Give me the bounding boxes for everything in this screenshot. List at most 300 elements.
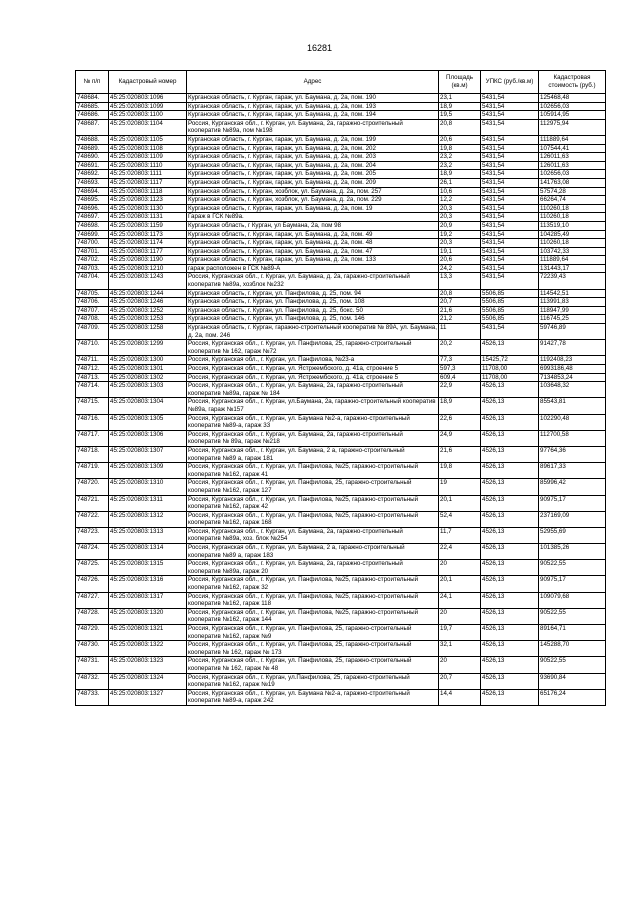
- cadastral-number: 45:25:020803:1100: [109, 111, 187, 120]
- cadastral-value: 6993186,48: [539, 365, 606, 374]
- row-index: 748684.: [76, 94, 109, 103]
- cadastral-value: 59746,89: [539, 324, 606, 340]
- address: Курганская область, г. Курган, хозблок, ул. Баумана, д. 2а, пом. 257: [187, 187, 439, 196]
- cadastral-number: 45:25:020803:1317: [109, 592, 187, 608]
- cadastral-value: 85996,42: [539, 479, 606, 495]
- upks: 5506,85: [481, 306, 539, 315]
- cadastral-number: 45:25:020803:1305: [109, 414, 187, 430]
- address: Россия, Курганская обл., г. Курган, ул. Панфилова, 25, гаражно-строительный кооператив №162, гараж 127: [187, 479, 439, 495]
- upks: 5431,54: [481, 247, 539, 256]
- cadastral-value: 113519,10: [539, 221, 606, 230]
- table-row: [76, 170, 606, 179]
- upks: 5431,54: [481, 264, 539, 273]
- upks: 4526,13: [481, 576, 539, 592]
- row-index: 748694.: [76, 187, 109, 196]
- table-row: [76, 560, 606, 576]
- cadastral-number: 45:25:020803:1210: [109, 264, 187, 273]
- cadastral-value: 90522,55: [539, 657, 606, 673]
- address: Россия, Курганская обл., г. Курган, ул. Ястржембского, д. 41а, строение 5: [187, 373, 439, 382]
- row-index: 748732.: [76, 673, 109, 689]
- cadastral-number: 45:25:020803:1131: [109, 213, 187, 222]
- upks: 4526,13: [481, 608, 539, 624]
- address: Россия, Курганская обл., г. Курган, ул. Баумана, 2 а, гаражно-строительный кооператив №89 а, гараж 181: [187, 446, 439, 462]
- area: 21,6: [439, 306, 481, 315]
- header-upks: УПКС (руб./кв.м): [481, 71, 539, 94]
- upks: 4526,13: [481, 446, 539, 462]
- cadastral-number: 45:25:020803:1304: [109, 398, 187, 414]
- cadastral-number: 45:25:020803:1307: [109, 446, 187, 462]
- table-row: [76, 111, 606, 120]
- row-index: 748727.: [76, 592, 109, 608]
- table-row: [76, 689, 606, 705]
- row-index: 748722.: [76, 511, 109, 527]
- area: 20,3: [439, 204, 481, 213]
- cadastral-value: 52955,69: [539, 527, 606, 543]
- table-row: [76, 340, 606, 356]
- cadastral-value: 90975,17: [539, 576, 606, 592]
- area: 19: [439, 479, 481, 495]
- address: Россия, Курганская обл., г. Курган, ул. Панфилова, 25, гаражно-строительный кооператив № 162, гараж №72: [187, 340, 439, 356]
- upks: 5431,54: [481, 273, 539, 289]
- row-index: 748728.: [76, 608, 109, 624]
- cadastral-number: 45:25:020803:1118: [109, 187, 187, 196]
- cadastral-number: 45:25:020803:1323: [109, 657, 187, 673]
- area: 24,9: [439, 430, 481, 446]
- cadastral-number: 45:25:020803:1190: [109, 256, 187, 265]
- upks: 5431,54: [481, 111, 539, 120]
- cadastral-number: 45:25:020803:1253: [109, 315, 187, 324]
- cadastral-number: 45:25:020803:1314: [109, 544, 187, 560]
- cadastral-value: 57574,28: [539, 187, 606, 196]
- area: 19,5: [439, 111, 481, 120]
- area: 22,6: [439, 414, 481, 430]
- cadastral-value: 112700,58: [539, 430, 606, 446]
- area: 19,2: [439, 230, 481, 239]
- upks: 5431,54: [481, 204, 539, 213]
- cadastral-value: 1192408,23: [539, 356, 606, 365]
- area: 11,7: [439, 527, 481, 543]
- cadastral-number: 45:25:020803:1306: [109, 430, 187, 446]
- row-index: 748697.: [76, 213, 109, 222]
- address: Курганская область, г. Курган, гараж, ул. Баумана, д. 2а, пом. 209: [187, 178, 439, 187]
- area: 20: [439, 657, 481, 673]
- upks: 5431,54: [481, 239, 539, 248]
- area: 23,2: [439, 153, 481, 162]
- cadastral-value: 110260,18: [539, 239, 606, 248]
- cadastral-number: 45:25:020803:1104: [109, 119, 187, 135]
- upks: 4526,13: [481, 511, 539, 527]
- table-row: [76, 153, 606, 162]
- table-row: [76, 221, 606, 230]
- cadastral-number: 45:25:020803:1159: [109, 221, 187, 230]
- area: 20,1: [439, 495, 481, 511]
- upks: 4526,13: [481, 463, 539, 479]
- area: 20: [439, 608, 481, 624]
- address: Россия, Курганская обл., г. Курган, ул. Баумана, 2 а, гаражно-строительный кооператив №89 а, гараж 183: [187, 544, 439, 560]
- row-index: 748716.: [76, 414, 109, 430]
- table-row: [76, 430, 606, 446]
- area: 20,7: [439, 298, 481, 307]
- address: Курганская область, г. Курган, гараж, ул. Баумана, д. 2а, пом. 190: [187, 94, 439, 103]
- cadastral-number: 45:25:020803:1111: [109, 170, 187, 179]
- upks: 4526,13: [481, 689, 539, 705]
- cadastral-number: 45:25:020803:1299: [109, 340, 187, 356]
- header-cadastral-number: Кадастровый номер: [109, 71, 187, 94]
- area: 18,9: [439, 102, 481, 111]
- cadastral-value: 90522,55: [539, 560, 606, 576]
- address: Россия, Курганская обл., г. Курган, ул. Панфилова, 25, гаражно-строительный кооператив № 162, гараж № 48: [187, 657, 439, 673]
- upks: 11708,00: [481, 365, 539, 374]
- area: 20,8: [439, 119, 481, 135]
- header-index: № п/п: [76, 71, 109, 94]
- cadastral-number: 45:25:020803:1316: [109, 576, 187, 592]
- table-row: [76, 625, 606, 641]
- row-index: 748731.: [76, 657, 109, 673]
- cadastral-number: 45:25:020803:1324: [109, 673, 187, 689]
- upks: 4526,13: [481, 625, 539, 641]
- area: 12,2: [439, 196, 481, 205]
- cadastral-value: 103742,33: [539, 247, 606, 256]
- row-index: 748699.: [76, 230, 109, 239]
- address: Курганская область, г. Курган, ул. Панфилова, д. 25, бокс. 50: [187, 306, 439, 315]
- row-index: 748708.: [76, 315, 109, 324]
- cadastral-number: 45:25:020803:1312: [109, 511, 187, 527]
- table-row: [76, 463, 606, 479]
- area: 18,9: [439, 170, 481, 179]
- row-index: 748715.: [76, 398, 109, 414]
- area: 21,6: [439, 446, 481, 462]
- cadastral-number: 45:25:020803:1096: [109, 94, 187, 103]
- address: Курганская область, г. Курган, гараж, ул. Баумана, д. 2а, пом. 19: [187, 204, 439, 213]
- area: 26,1: [439, 178, 481, 187]
- address: Курганская область, г. Курган, гараж, ул. Баумана, д. 2а, пом. 193: [187, 102, 439, 111]
- cadastral-number: 45:25:020803:1109: [109, 153, 187, 162]
- upks: 5506,85: [481, 298, 539, 307]
- cadastral-value: 107544,41: [539, 144, 606, 153]
- upks: 4526,13: [481, 544, 539, 560]
- cadastral-number: 45:25:020803:1246: [109, 298, 187, 307]
- table-row: [76, 306, 606, 315]
- cadastral-number: 45:25:020803:1303: [109, 382, 187, 398]
- row-index: 748685.: [76, 102, 109, 111]
- row-index: 748733.: [76, 689, 109, 705]
- cadastral-value: 110260,18: [539, 204, 606, 213]
- cadastral-table: [75, 70, 606, 706]
- cadastral-value: 114542,51: [539, 289, 606, 298]
- cadastral-number: 45:25:020803:1105: [109, 135, 187, 144]
- cadastral-value: 90522,55: [539, 608, 606, 624]
- cadastral-number: 45:25:020803:1310: [109, 479, 187, 495]
- address: Россия, Курганская обл., г. Курган, ул. Панфилова, №25, гаражно-строительный кооператив №162, гараж 41: [187, 463, 439, 479]
- row-index: 748724.: [76, 544, 109, 560]
- cadastral-value: 113991,83: [539, 298, 606, 307]
- table-row: [76, 511, 606, 527]
- area: 19,8: [439, 144, 481, 153]
- address: Курганская область, г. Курган, гараж, ул. Баумана, д. 2а, пом. 203: [187, 153, 439, 162]
- address: Россия, Курганская обл., г. Курган, ул. Панфилова, №23-а: [187, 356, 439, 365]
- cadastral-value: 141763,08: [539, 178, 606, 187]
- address: Россия, Курганская обл., г. Курган, ул. Панфилова, 25, гаражно-строительный кооператив №162, гараж №9: [187, 625, 439, 641]
- row-index: 748721.: [76, 495, 109, 511]
- upks: 5431,54: [481, 135, 539, 144]
- address: Курганская область, г. Курган, гаражно-строительный кооператив № 89А, ул. Баумана, д. 2а, пом. 246: [188, 324, 437, 339]
- area: 20,8: [439, 289, 481, 298]
- upks: 5431,54: [481, 221, 539, 230]
- row-index: 748688.: [76, 135, 109, 144]
- area: 22,4: [439, 544, 481, 560]
- cadastral-number: 45:25:020803:1309: [109, 463, 187, 479]
- cadastral-number: 45:25:020803:1258: [109, 324, 187, 340]
- address: Россия, Курганская обл., г. Курган, ул. Баумана, 2а, гаражно-строительный кооператив № 89а, гараж №218: [187, 430, 439, 446]
- cadastral-number: 45:25:020803:1117: [109, 178, 187, 187]
- upks: 5431,54: [481, 153, 539, 162]
- area: 597,3: [439, 365, 481, 374]
- row-index: 748729.: [76, 625, 109, 641]
- row-index: 748686.: [76, 111, 109, 120]
- upks: 11708,00: [481, 373, 539, 382]
- table-row: [76, 495, 606, 511]
- cadastral-number: 45:25:020803:1300: [109, 356, 187, 365]
- table-row: [76, 289, 606, 298]
- cadastral-value: 111889,64: [539, 256, 606, 265]
- area: 24,1: [439, 592, 481, 608]
- table-row: [76, 187, 606, 196]
- address: Россия, Курганская обл., г. Курган, ул. Панфилова, №25, гаражно-строительный кооператив №162, гараж 118: [187, 592, 439, 608]
- table-row: [76, 239, 606, 248]
- address: Россия, Курганская обл., г. Курган, ул. Баумана, 2а, гаражно-строительный кооператив №89а, гараж 20: [187, 560, 439, 576]
- table-row: [76, 382, 606, 398]
- row-index: 748693.: [76, 178, 109, 187]
- upks: 5506,85: [481, 289, 539, 298]
- cadastral-value: 65176,24: [539, 689, 606, 705]
- row-index: 748713.: [76, 373, 109, 382]
- table-header-row: [76, 71, 606, 94]
- table-row: [76, 414, 606, 430]
- row-index: 748690.: [76, 153, 109, 162]
- table-row: [76, 315, 606, 324]
- row-index: 748696.: [76, 204, 109, 213]
- upks: 5431,54: [481, 119, 539, 135]
- upks: 4526,13: [481, 673, 539, 689]
- table-row: [76, 256, 606, 265]
- cadastral-number: 45:25:020803:1099: [109, 102, 187, 111]
- cadastral-value: 125468,48: [539, 94, 606, 103]
- address: Курганская область, г. Курган, гараж, ул. Баумана, д. 2а, пом. 204: [187, 161, 439, 170]
- cadastral-number: 45:25:020803:1123: [109, 196, 187, 205]
- table-row: [76, 144, 606, 153]
- upks: 5431,54: [481, 102, 539, 111]
- upks: 4526,13: [481, 398, 539, 414]
- upks: 5431,54: [481, 324, 539, 340]
- area: 14,4: [439, 689, 481, 705]
- cadastral-number: 45:25:020803:1108: [109, 144, 187, 153]
- cadastral-value: 90975,17: [539, 495, 606, 511]
- area: 18,9: [439, 398, 481, 414]
- table-row: [76, 230, 606, 239]
- address: Россия, Курганская обл., г. Курган, ул. Баумана №2-а, гаражно-строительный кооператив №89-а, гараж 33: [187, 414, 439, 430]
- header-cadastral-value: Кадастровая стоимость (руб.): [539, 71, 606, 94]
- row-index: 748689.: [76, 144, 109, 153]
- upks: 5431,54: [481, 178, 539, 187]
- address: Курганская область, г. Курган, гараж, ул. Баумана, д. 2а, пом. 199: [187, 135, 439, 144]
- cadastral-number: 45:25:020803:1252: [109, 306, 187, 315]
- address: Курганская область, г. Курган, гараж, ул. Баумана, д. 2а, пом. 133: [187, 256, 439, 265]
- table-row: [76, 356, 606, 365]
- table-row: [76, 365, 606, 374]
- upks: 5431,54: [481, 94, 539, 103]
- area: 20,1: [439, 576, 481, 592]
- address: Россия, Курганская обл., г. Курган, ул. Баумана, д. 2а, гаражно-строительный кооператив №89а, хозблок №232: [187, 273, 439, 289]
- cadastral-value: 89164,71: [539, 625, 606, 641]
- cadastral-value: 104285,49: [539, 230, 606, 239]
- address: Россия, Курганская обл., г. Курган, ул. Панфилова, 25, гаражно-строительный кооператив № 162, гараж № 173: [187, 641, 439, 657]
- address: Гараж в ГСК №89а.: [187, 213, 439, 222]
- table-row: [76, 657, 606, 673]
- upks: 5431,54: [481, 213, 539, 222]
- table-row: [76, 673, 606, 689]
- address: гараж расположен в ГСК №89-А: [187, 264, 439, 273]
- area: 10,6: [439, 187, 481, 196]
- cadastral-number: 45:25:020803:1315: [109, 560, 187, 576]
- cadastral-value: 109079,68: [539, 592, 606, 608]
- table-row: [76, 398, 606, 414]
- address: Курганская область, г. Курган, гараж, ул. Баумана, д. 2а, пом. 202: [187, 144, 439, 153]
- upks: 5431,54: [481, 196, 539, 205]
- cadastral-value: 237169,09: [539, 511, 606, 527]
- area: 11: [439, 324, 481, 340]
- row-index: 748718.: [76, 446, 109, 462]
- address: Курганская область, г. Курган, ул. Панфилова, д. 25, пом. 94: [187, 289, 439, 298]
- cadastral-number: 45:25:020803:1313: [109, 527, 187, 543]
- address: Россия, Курганская обл., г. Курган, ул. Баумана, 2а, гаражно-строительный кооператив №89а, гараж № 184: [187, 382, 439, 398]
- row-index: 748702.: [76, 256, 109, 265]
- address: Курганская область, г. Курган, гараж, ул. Баумана, д. 2а, пом. 47: [187, 247, 439, 256]
- area: 20,2: [439, 340, 481, 356]
- cadastral-value: 110260,18: [539, 213, 606, 222]
- table-row: [76, 94, 606, 103]
- address: Россия, Курганская обл., г. Курган, ул. Баумана, 2а, гаражно-строительный кооператив №89а, хоз. блок №254: [187, 527, 439, 543]
- upks: 5506,85: [481, 315, 539, 324]
- table-row: [76, 479, 606, 495]
- table-row: [76, 119, 606, 135]
- cadastral-value: 105914,95: [539, 111, 606, 120]
- cadastral-value: 91427,78: [539, 340, 606, 356]
- upks: 5431,54: [481, 161, 539, 170]
- header-area: Площадь (кв.м): [439, 71, 481, 94]
- table-row: [76, 544, 606, 560]
- cadastral-value: 111889,64: [539, 135, 606, 144]
- cadastral-number: 45:25:020803:1244: [109, 289, 187, 298]
- row-index: 748725.: [76, 560, 109, 576]
- area: 20,9: [439, 221, 481, 230]
- table-row: [76, 592, 606, 608]
- upks: 5431,54: [481, 144, 539, 153]
- row-index: 748711.: [76, 356, 109, 365]
- table-row: [76, 527, 606, 543]
- upks: 4526,13: [481, 430, 539, 446]
- row-index: 748710.: [76, 340, 109, 356]
- address: Россия, Курганская обл., г. Курган, ул. Панфилова, №25, гаражно-строительный кооператив №162, гараж 168: [187, 511, 439, 527]
- cadastral-number: 45:25:020803:1301: [109, 365, 187, 374]
- cadastral-number: 45:25:020803:1327: [109, 689, 187, 705]
- row-index: 748700.: [76, 239, 109, 248]
- table-row: [76, 324, 606, 340]
- row-index: 748730.: [76, 641, 109, 657]
- cadastral-number: 45:25:020803:1173: [109, 230, 187, 239]
- table-row: [76, 373, 606, 382]
- area: 20: [439, 560, 481, 576]
- upks: 4526,13: [481, 527, 539, 543]
- address: Россия, Курганская обл., г. Курган, ул. Баумана №2-а, гаражно-строительный кооператив №89-а, гараж 242: [187, 689, 439, 705]
- address: Курганская область, г. Курган, хозблок, ул. Баумана, д. 2а, пом. 229: [187, 196, 439, 205]
- area: 23,2: [439, 161, 481, 170]
- address: Россия, Курганская обл., г. Курган, ул. Ястржембского, д. 41а, строение 5: [187, 365, 439, 374]
- area: 19,8: [439, 463, 481, 479]
- row-index: 748723.: [76, 527, 109, 543]
- cadastral-value: 126011,63: [539, 161, 606, 170]
- cadastral-number: 45:25:020803:1321: [109, 625, 187, 641]
- row-index: 748704.: [76, 273, 109, 289]
- cadastral-number: 45:25:020803:1302: [109, 373, 187, 382]
- upks: 4526,13: [481, 641, 539, 657]
- area: 19,7: [439, 625, 481, 641]
- table-row: [76, 161, 606, 170]
- address: Курганская область, г. Курган, ул. Панфилова, д. 25, пом. 108: [187, 298, 439, 307]
- address: Россия, Курганская обл., г. Курган, ул. Баумана, 2а, гаражно-строительный кооператив №89а, пом №198: [187, 119, 439, 135]
- area: 22,9: [439, 382, 481, 398]
- area: 20,3: [439, 239, 481, 248]
- area: 77,3: [439, 356, 481, 365]
- upks: 5431,54: [481, 230, 539, 239]
- area: 19,1: [439, 247, 481, 256]
- area: 13,3: [439, 273, 481, 289]
- row-index: 748717.: [76, 430, 109, 446]
- cadastral-value: 66264,74: [539, 196, 606, 205]
- header-address: Адрес: [187, 71, 439, 94]
- cadastral-value: 93690,84: [539, 673, 606, 689]
- row-index: 748706.: [76, 298, 109, 307]
- upks: 4526,13: [481, 560, 539, 576]
- cadastral-value: 102290,48: [539, 414, 606, 430]
- cadastral-value: 89617,33: [539, 463, 606, 479]
- row-index: 748712.: [76, 365, 109, 374]
- table-row: [76, 102, 606, 111]
- cadastral-number: 45:25:020803:1311: [109, 495, 187, 511]
- area: 20,6: [439, 256, 481, 265]
- cadastral-value: 118947,99: [539, 306, 606, 315]
- address: Россия, Курганская обл., г. Курган, ул. Панфилова, №25, гаражно-строительный кооператив №162, гараж 144: [187, 608, 439, 624]
- cadastral-value: 97764,36: [539, 446, 606, 462]
- row-index: 748714.: [76, 382, 109, 398]
- table-row: [76, 608, 606, 624]
- address: Курганская область, г. Курган, гараж, ул. Баумана, д. 2а, пом. 48: [187, 239, 439, 248]
- cadastral-value: 85543,81: [539, 398, 606, 414]
- table-row: [76, 196, 606, 205]
- upks: 15425,72: [481, 356, 539, 365]
- row-index: 748709.: [76, 324, 109, 340]
- row-index: 748719.: [76, 463, 109, 479]
- table-row: [76, 576, 606, 592]
- table-row: [76, 213, 606, 222]
- cadastral-number: 45:25:020803:1130: [109, 204, 187, 213]
- address: Курганская область, г. Курган, гараж, ул. Баумана, д. 2а, пом. 205: [187, 170, 439, 179]
- cadastral-value: 102656,03: [539, 102, 606, 111]
- table-row: [76, 247, 606, 256]
- upks: 4526,13: [481, 382, 539, 398]
- table-row: [76, 641, 606, 657]
- row-index: 748687.: [76, 119, 109, 135]
- table-row: [76, 446, 606, 462]
